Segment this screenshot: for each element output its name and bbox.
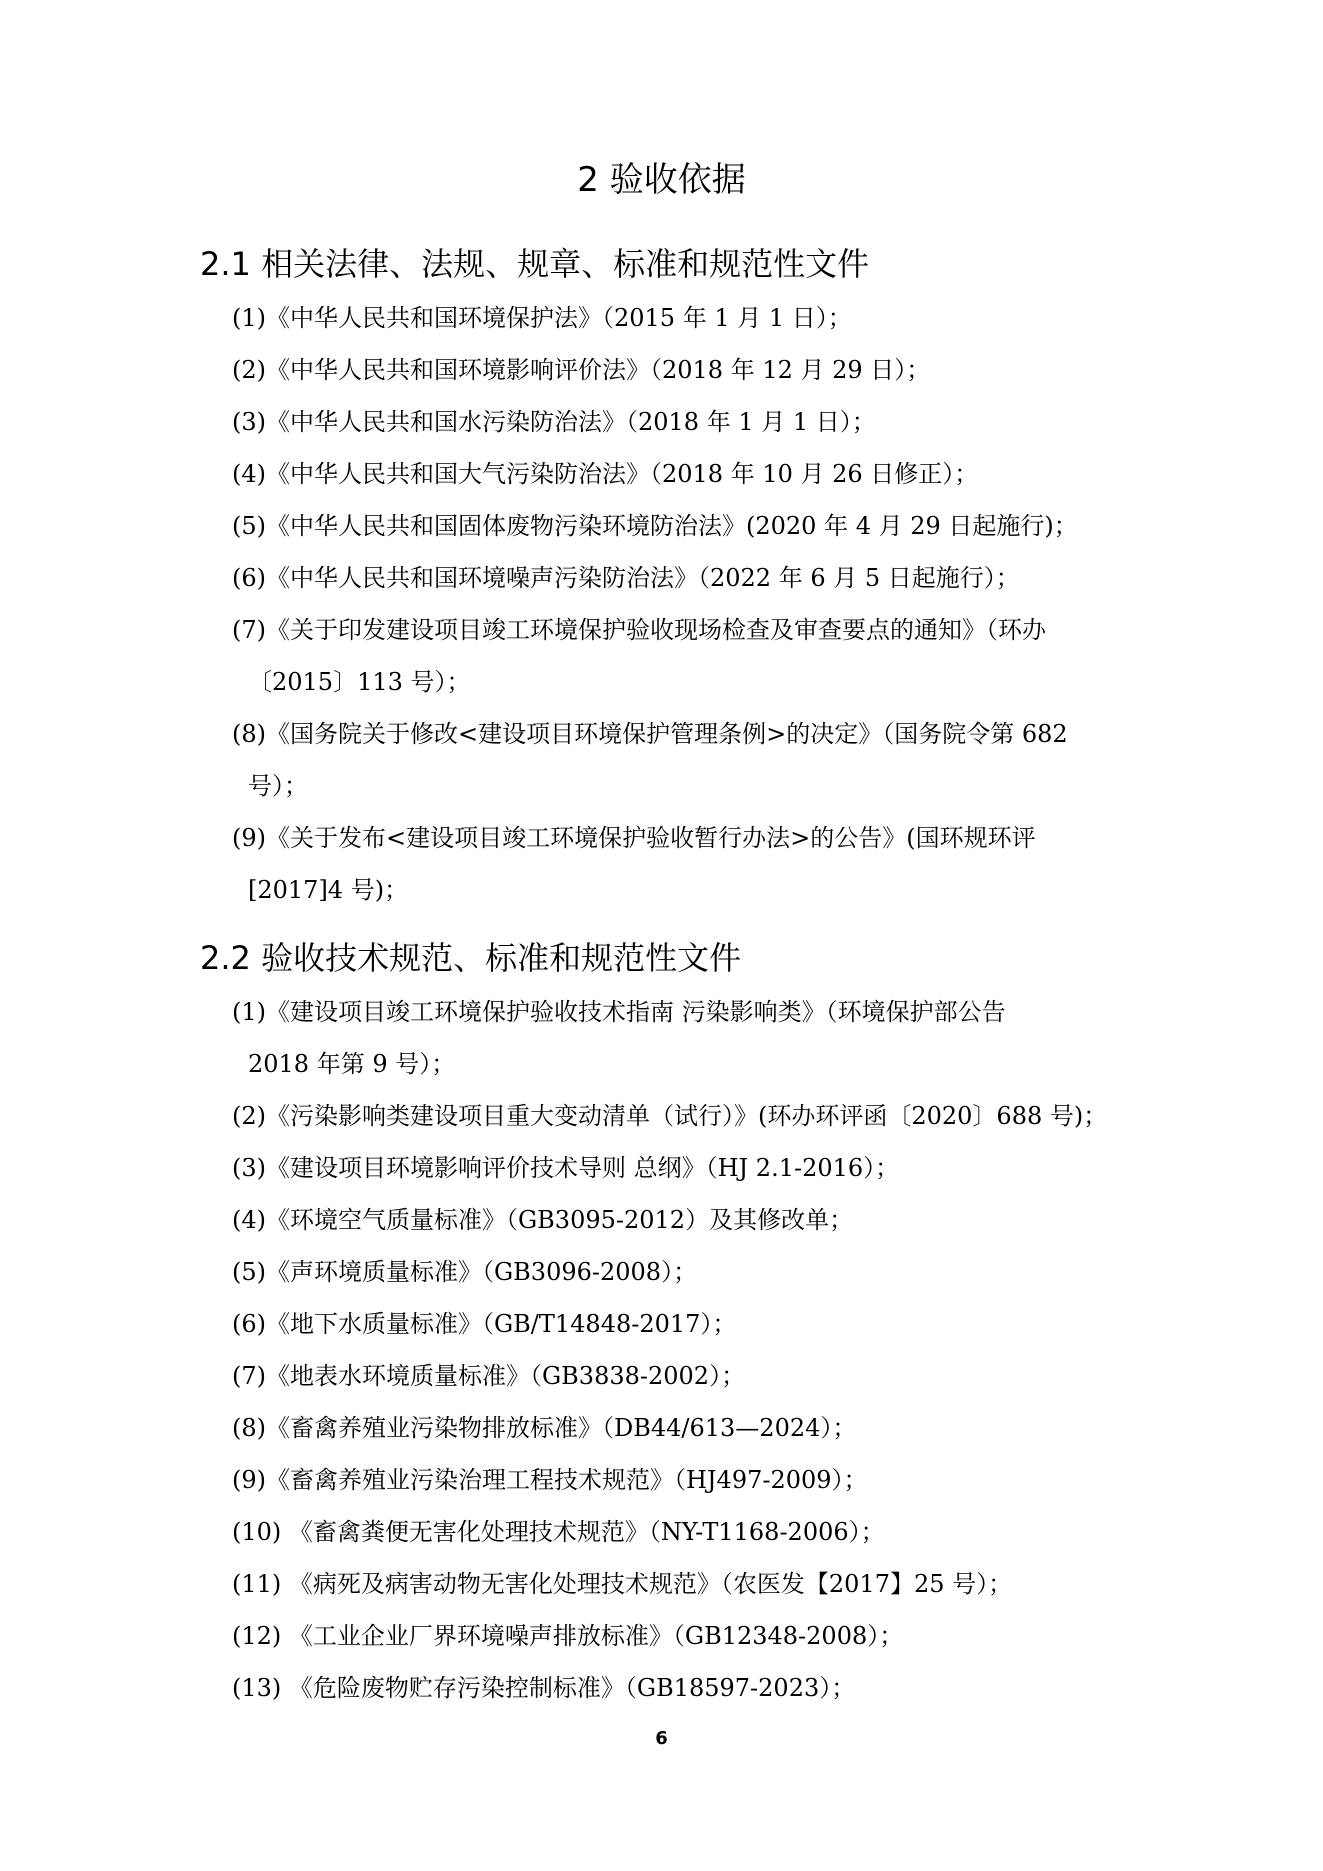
page-number: 6	[655, 1728, 668, 1749]
list-item-text: (11) 《病死及病害动物无害化处理技术规范》（农医发【2017】25 号）；	[232, 1570, 1013, 1598]
list-item-text: (8)《畜禽养殖业污染物排放标准》（DB44/613—2024）；	[232, 1414, 857, 1442]
list-item-text-continued: [2017]4 号)；	[248, 876, 409, 904]
section-heading-2-1: 2.1 相关法律、法规、规章、标准和规范性文件	[200, 245, 870, 283]
list-item-text: (7)《关于印发建设项目竣工环境保护验收现场检查及审查要点的通知》（环办	[232, 616, 1046, 644]
list-item-text: (2)《污染影响类建设项目重大变动清单（试行）》(环办环评函〔2020〕688 号)；	[232, 1102, 1108, 1130]
list-item-text: (6)《地下水质量标准》（GB/T14848-2017）；	[232, 1310, 737, 1338]
chapter-title: 2 验收依据	[577, 160, 746, 200]
list-item-text: (4)《中华人民共和国大气污染防治法》（2018 年 10 月 26 日修正）；	[232, 460, 979, 488]
list-item-text-continued: 2018 年第 9 号）；	[248, 1050, 456, 1078]
list-item-text: (8)《国务院关于修改<建设项目环境保护管理条例>的决定》（国务院令第 682	[232, 720, 1068, 748]
list-item-text: (13) 《危险废物贮存污染控制标准》（GB18597-2023）；	[232, 1674, 856, 1702]
list-item-text: (3)《建设项目环境影响评价技术导则 总纲》（HJ 2.1-2016）；	[232, 1154, 900, 1182]
list-item-text: (7)《地表水环境质量标准》（GB3838-2002）；	[232, 1362, 746, 1390]
list-item-text-continued: 〔2015〕113 号）；	[248, 668, 471, 696]
list-item-text: (3)《中华人民共和国水污染防治法》（2018 年 1 月 1 日）；	[232, 408, 876, 436]
list-item-text: (10) 《畜禽粪便无害化处理技术规范》（NY-T1168-2006）；	[232, 1518, 885, 1546]
list-item-text: (1)《建设项目竣工环境保护验收技术指南 污染影响类》（环境保护部公告	[232, 998, 1006, 1026]
section-heading-2-2: 2.2 验收技术规范、标准和规范性文件	[200, 939, 742, 977]
list-item-text: (12) 《工业企业厂界环境噪声排放标准》（GB12348-2008）；	[232, 1622, 904, 1650]
list-item-text: (5)《声环境质量标准》（GB3096-2008）；	[232, 1258, 698, 1286]
list-item-text-continued: 号）；	[248, 772, 308, 800]
list-item-text: (9)《关于发布<建设项目竣工环境保护验收暂行办法>的公告》(国环规环评	[232, 824, 1036, 852]
list-item-text: (9)《畜禽养殖业污染治理工程技术规范》（HJ497-2009）；	[232, 1466, 868, 1494]
list-item-text: (4)《环境空气质量标准》（GB3095-2012）及其修改单；	[232, 1206, 854, 1234]
list-item-text: (5)《中华人民共和国固体废物污染环境防治法》(2020 年 4 月 29 日起施行)；	[232, 512, 1078, 540]
list-item-text: (1)《中华人民共和国环境保护法》（2015 年 1 月 1 日）；	[232, 304, 852, 332]
list-item-text: (2)《中华人民共和国环境影响评价法》（2018 年 12 月 29 日）；	[232, 356, 931, 384]
list-item-text: (6)《中华人民共和国环境噪声污染防治法》（2022 年 6 月 5 日起施行）；	[232, 564, 1020, 592]
